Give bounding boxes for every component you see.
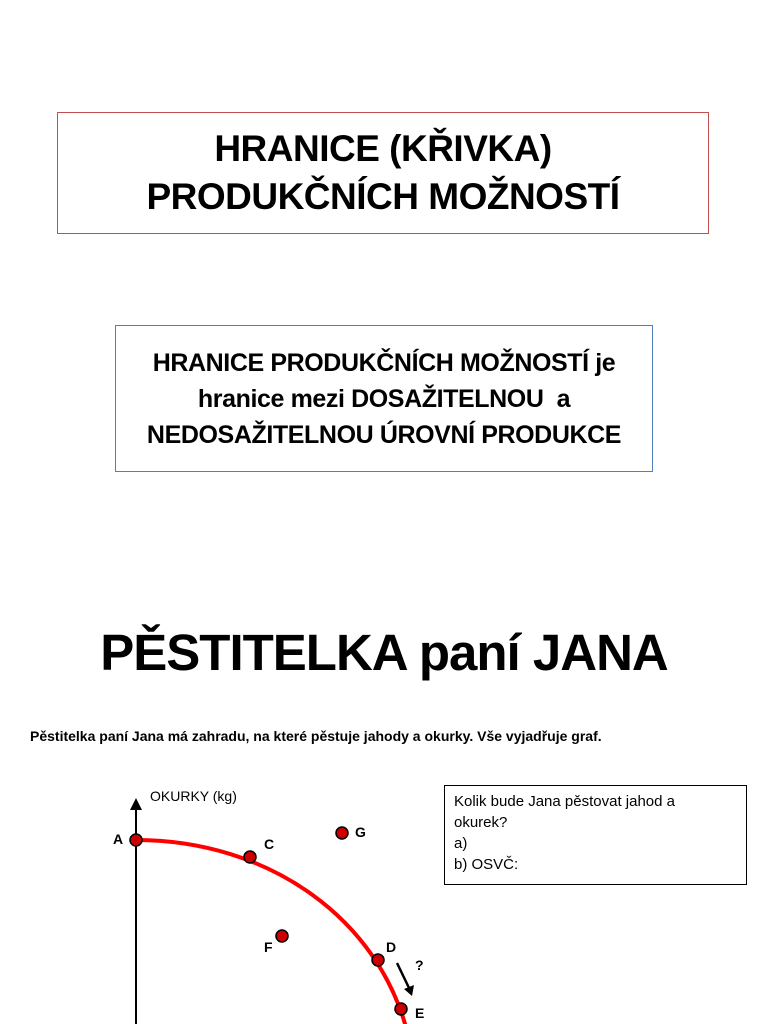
point-label-e: E [415, 1005, 425, 1021]
point-c [244, 851, 256, 863]
point-label-d: D [386, 939, 397, 955]
point-e [395, 1003, 407, 1015]
movement-arrow [397, 963, 410, 990]
y-axis-label: OKURKY (kg) [150, 788, 237, 804]
point-label-c: C [264, 836, 275, 852]
question-line-1: Kolik bude Jana pěstovat jahod a [454, 793, 675, 810]
question-line-3: a) [454, 835, 468, 852]
point-g [336, 827, 348, 839]
movement-arrow-label: ? [415, 957, 424, 973]
point-label-a: A [113, 831, 124, 847]
point-f [276, 930, 288, 942]
slide-heading: PĚSTITELKA paní JANA [100, 624, 668, 681]
question-line-4: b) OSVČ: [454, 856, 519, 873]
definition-box [115, 325, 653, 472]
points-layer [113, 824, 424, 1021]
point-label-g: G [355, 824, 366, 840]
point-label-f: F [264, 939, 273, 955]
intro-text: Pěstitelka paní Jana má zahradu, na které pěstuje jahody a okurky. Vše vyjadřuje graf. [30, 728, 602, 744]
title-line-1: HRANICE (KŘIVKA) [214, 128, 552, 169]
ppf-curve [136, 840, 408, 1024]
point-a [130, 834, 142, 846]
question-box [444, 785, 747, 885]
y-axis-arrow-icon [130, 798, 142, 810]
definition-line-3: NEDOSAŽITELNOU ÚROVNÍ PRODUKCE [146, 420, 622, 449]
definition-line-2: hranice mezi DOSAŽITELNOU a [197, 384, 571, 413]
definition-line-1: HRANICE PRODUKČNÍCH MOŽNOSTÍ je [152, 348, 616, 377]
title-line-2: PRODUKČNÍCH MOŽNOSTÍ [146, 176, 620, 217]
title-box [57, 112, 709, 234]
point-d [372, 954, 384, 966]
question-line-2: okurek? [454, 814, 508, 831]
